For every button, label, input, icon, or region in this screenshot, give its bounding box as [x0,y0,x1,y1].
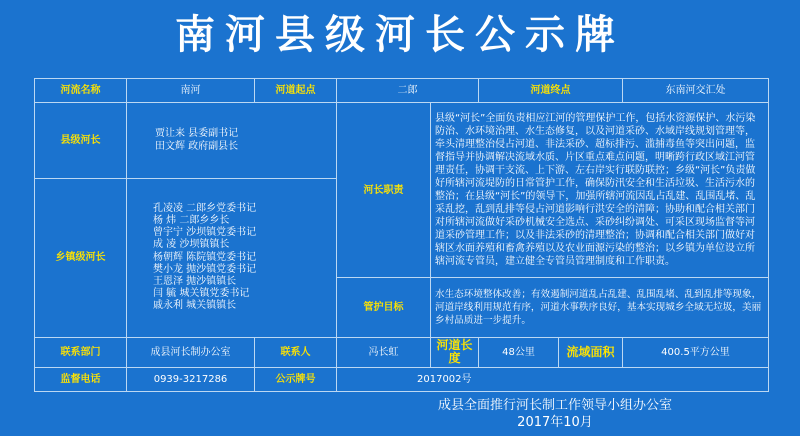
river-end: 东南河交汇处 [623,79,769,103]
township-chief: 孔凌凌 二郎乡党委书记 [153,202,257,214]
river-name: 南河 [127,79,255,103]
goal-text: 水生态环境整体改善；有效遏制河道乱占乱建、乱围乱堵、乱到乱排等现象，河道岸线利用规范有序，河道水事秩序良好，基本实现城乡全域无垃圾，美丽乡村品质进一步提升。 [431,277,769,337]
contact-person: 冯长虹 [337,337,431,367]
duty-text: 县级“河长”全面负责相应江河的管理保护工作，包括水资源保护、水污染防治、水环境治理、水生态修复，以及河道采砂、水域岸线规划管理等，牵头清理整治侵占河道、非法采砂、超标排污、滥捕毒鱼等突出问题，监督指导并协调解决流域水质、片区重点难点问题，明晰跨行政区域江河管理责任，协调干支流、上下游、左右岸实行联防联控；乡级“河长”负责做好所辖河流堤防的日常管护工作，确保防汛安全和生活垃圾、生活污水的整治；在县级“河长”的领导下，加强所辖河流因乱占乱建、乱围乱堵、乱采乱挖，乱到乱排等侵占河道影响行洪安全的清障；协助和配合相关部门对所辖河流做好采砂机械安全选点、采砂纠纷调处、可采区现场监督等河道采砂管理工作；以及非法采砂的清理整治；协调和配合相关部门做好对辖区水面养殖和畜禽养殖以及农业面源污染的整治；以乡镇为单位设立所辖河流专管员，建立健全专管员管理制度和工作职责。 [431,103,769,277]
dept-label: 联系部门 [35,337,127,367]
length-label: 河道长度 [431,337,479,367]
river-start: 二郎 [337,79,479,103]
board-number: 2017002号 [337,367,769,391]
footer-date: 2017年10月 [517,415,593,430]
basin-area: 400.5平方公里 [623,337,769,367]
township-chief: 成 凌 沙坝镇镇长 [153,239,230,251]
area-label: 流域面积 [559,337,623,367]
township-chief: 戚永利 城关镇镇长 [153,300,237,312]
duty-label: 河长职责 [337,103,431,277]
footer-org: 成县全面推行河长制工作领导小组办公室 [437,398,672,413]
township-chief: 曾宇宁 沙坝镇党委书记 [153,227,257,239]
county-chief-list [127,103,337,178]
contact-dept: 成县河长制办公室 [127,337,255,367]
county-chief: 贾让来 县委副书记 [155,128,239,140]
township-chief-label: 乡镇级河长 [35,178,127,337]
supervision-phone: 0939-3217286 [127,367,255,391]
board-no-label: 公示牌号 [255,367,337,391]
county-chief-label: 县级河长 [35,103,127,178]
township-chief: 樊小龙 抛沙镇党委书记 [153,263,257,275]
river-length: 48公里 [479,337,559,367]
page-title: 南河县级河长公示牌 [175,12,625,58]
township-chief: 闫 毓 城关镇党委书记 [153,288,250,300]
township-chief: 杨 炜 二郎乡乡长 [153,215,230,227]
county-chief: 田文辉 政府副县长 [155,140,239,152]
info-table [34,78,769,392]
contact-label: 联系人 [255,337,337,367]
phone-label: 监督电话 [35,367,127,391]
start-label: 河道起点 [255,79,337,103]
township-chief: 王恩泽 抛沙镇镇长 [153,276,237,288]
footer [345,397,765,431]
river-name-label: 河流名称 [35,79,127,103]
township-chief-list [127,178,337,337]
township-chief: 杨朝辉 陈院镇党委书记 [153,251,257,263]
goal-label: 管护目标 [337,277,431,337]
end-label: 河道终点 [479,79,623,103]
